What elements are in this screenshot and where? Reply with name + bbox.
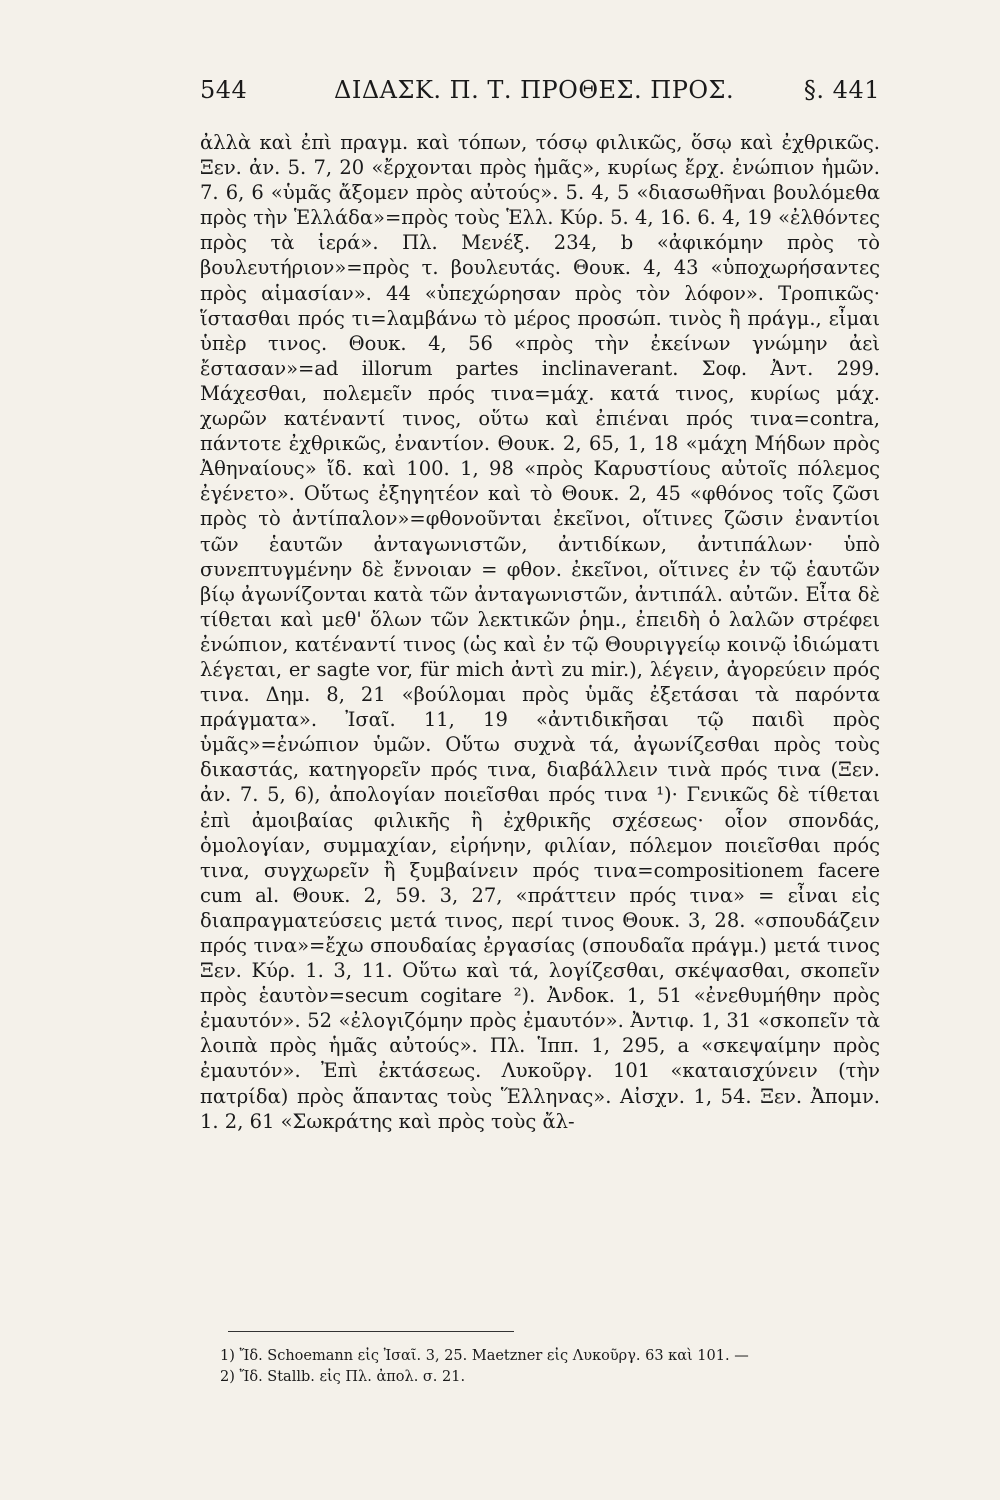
footnote-divider — [228, 1331, 514, 1332]
body-paragraph: ἀλλὰ καὶ ἐπὶ πραγμ. καὶ τόπων, τόσῳ φιλικῶς, ὅσῳ καὶ ἐχθρικῶς. Ξεν. ἀν. 5. 7, 20 «ἔρχονται πρὸς ἡμᾶς», κυρίως ἔρχ. ἐνώπιον ἡμῶν. 7. 6, 6 «ὑμᾶς ἄξομεν πρὸς αὐτούς». 5. 4, 5 «διασωθῆναι βουλόμεθα πρὸς τὴν Ἑλλάδα»=πρὸς τοὺς Ἑλλ. Κύρ. 5. 4, 16. 6. 4, 19 «ἐλθόντες πρὸς τὰ ἱερά». Πλ. Μενέξ. 234, b «ἀφικόμην πρὸς τὸ βουλευτήριον»=πρὸς τ. βουλευτάς. Θουκ. 4, 43 «ὑποχωρήσαντες πρὸς αἱμασίαν». 44 «ὑπεχώρησαν πρὸς τὸν λόφον». Τροπικῶς· ἵστασθαι πρός τι=λαμβάνω τὸ μέρος προσώπ. τινὸς ἢ πράγμ., εἶμαι ὑπὲρ τινος. Θουκ. 4, 56 «πρὸς τὴν ἐκείνων γνώμην ἀεὶ ἔστασαν»=ad illorum partes inclinaverant. Σοφ. Ἀντ. 299. Μάχεσθαι, πολεμεῖν πρός τινα=μάχ. κατά τινος, κυρίως μάχ. χωρῶν κατέναντί τινος, οὕτω καὶ ἐπιέναι πρός τινα=contra, πάντοτε ἐχθρικῶς, ἐναντίον. Θουκ. 2, 65, 1, 18 «μάχη Μήδων πρὸς Ἀθηναίους» ἴδ. καὶ 100. 1, 98 «πρὸς Καρυστίους αὐτοῖς πόλεμος ἐγένετο». Οὕτως ἐξηγητέον καὶ τὸ Θουκ. 2, 45 «φθόνος τοῖς ζῶσι πρὸς τὸ ἀντίπαλον»=φθονοῦνται ἐκεῖνοι, οἵτινες ζῶσιν ἐναντίοι τῶν ἑαυτῶν ἀνταγωνιστῶν, ἀντιδίκων, ἀντιπάλων· ὑπὸ συνεπτυγμένην δὲ ἔννοιαν = φθον. ἐκεῖνοι, οἵτινες ἐν τῷ ἑαυτῶν βίῳ ἀγωνίζονται κατὰ τῶν ἀνταγωνιστῶν, ἀντιπάλ. αὐτῶν. Εἶτα δὲ τίθεται καὶ μεθ' ὅλων τῶν λεκτικῶν ῥημ., ἐπειδὴ ὁ λαλῶν στρέφει ἐνώπιον, κατέναντί τινος (ὡς καὶ ἐν τῷ Θουριγγείῳ κοινῷ ἰδιώματι λέγεται, er sagte vor, für mich ἀντὶ zu mir.), λέγειν, ἀγορεύειν πρός τινα. Δημ. 8, 21 «βούλομαι πρὸς ὑμᾶς ἐξετάσαι τὰ παρόντα πράγματα». Ἰσαῖ. 11, 19 «ἀντιδικῆσαι τῷ παιδὶ πρὸς ὑμᾶς»=ἐνώπιον ὑμῶν. Οὕτω συχνὰ τά, ἀγωνίζεσθαι πρὸς τοὺς δικαστάς, κατηγορεῖν πρός τινα, διαβάλλειν τινὰ πρός τινα (Ξεν. ἀν. 7. 5, 6), ἀπολογίαν ποιεῖσθαι πρός τινα ¹)· Γενικῶς δὲ τίθεται ἐπὶ ἀμοιβαίας φιλικῆς ἢ ἐχθρικῆς σχέσεως· οἷον σπονδάς, ὁμολογίαν, συμμαχίαν, εἰρήνην, φιλίαν, πόλεμον ποιεῖσθαι πρός τινα, συγχωρεῖν ἢ ξυμβαίνειν πρός τινα=compositionem facere cum al. Θουκ. 2, 59. 3, 27, «πράττειν πρός τινα» = εἶναι εἰς διαπραγματεύσεις μετά τινος, περί τινος Θουκ. 3, 28. «σπουδάζειν πρός τινα»=ἔχω σπουδαίας ἐργασίας (σπουδαῖα πράγμ.) μετά τινος Ξεν. Κύρ. 1. 3, 11. Οὕτω καὶ τά, λογίζεσθαι, σκέψασθαι, σκοπεῖν πρὸς ἑαυτὸν=secum cogitare ²). Ἀνδοκ. 1, 51 «ἐνεθυμήθην πρὸς ἐμαυτόν». 52 «ἐλογιζόμην πρὸς ἐμαυτόν». Ἀντιφ. 1, 31 «σκοπεῖν τὰ λοιπὰ πρὸς ἡμᾶς αὐτούς». Πλ. Ἱππ. 1, 295, a «σκεψαίμην πρὸς ἐμαυτόν». Ἐπὶ ἐκτάσεως. Λυκοῦργ. 101 «καταισχύνειν (τὴν πατρίδα) πρὸς ἅπαντας τοὺς Ἕλληνας». Αἰσχν. 1, 54. Ξεν. Ἀπομν. 1. 2, 61 «Σωκράτης καὶ πρὸς τοὺς ἄλ- — [200, 131, 880, 1133]
running-header — [200, 76, 880, 116]
page-number: 544 — [200, 76, 248, 104]
running-title: ΔΙΔΑΣΚ. Π. Τ. ΠΡΟΘΕΣ. ΠΡΟΣ. — [334, 76, 735, 104]
footnote-2: 2) Ἴδ. Stallb. εἰς Πλ. ἀπολ. σ. 21. — [220, 1369, 466, 1385]
section-number: §. 441 — [803, 76, 880, 104]
main-text — [200, 130, 880, 1134]
footnotes — [220, 1346, 880, 1388]
footnote-1: 1) Ἴδ. Schoemann εἰς Ἰσαῖ. 3, 25. Maetzner εἰς Λυκοῦργ. 63 καὶ 101. — — [220, 1348, 749, 1364]
